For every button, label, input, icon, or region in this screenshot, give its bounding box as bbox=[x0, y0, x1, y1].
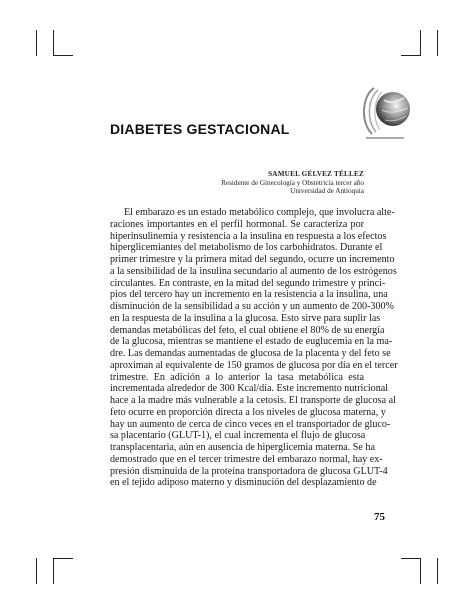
crop-mark-top-left-v2 bbox=[53, 30, 54, 56]
body-line: hay un aumento de cerca de cinco veces en el transportador de gluco- bbox=[110, 418, 391, 430]
crop-mark-bottom-left-v2 bbox=[53, 558, 54, 584]
crop-mark-top-left-h bbox=[53, 55, 73, 56]
crop-mark-top-right-h bbox=[401, 55, 421, 56]
body-line: disminución de la sensibilidad a su acción y un aumento de 200-300% bbox=[110, 301, 394, 312]
crop-mark-top-right-v2 bbox=[437, 30, 438, 56]
crop-mark-bottom-left-h bbox=[53, 558, 73, 559]
body-line: en el tejido adiposo materno y disminución del desplazamiento de bbox=[110, 477, 377, 489]
body-line: primer trimestre y la primera mitad del segundo, ocurre un incremento bbox=[110, 254, 395, 265]
body-line: feto ocurre en proporción directa a los niveles de glucosa materna, y bbox=[110, 406, 386, 418]
body-line: demandas metabólicas del feto, el cual obtiene el 80% de su energía bbox=[110, 324, 385, 336]
author-role: Residente de Ginecología y Obstetricia tercer año bbox=[221, 178, 364, 187]
page-number: 75 bbox=[374, 511, 385, 523]
body-line: de la glucosa, mientras se mantiene el estado de euglucemia en la ma- bbox=[110, 336, 393, 348]
author-block bbox=[221, 170, 364, 196]
body-line: hiperglicemiantes del metabolismo de los carbohidratos. Durante el bbox=[110, 242, 383, 254]
body-line: hiperinsulinemia y resistencia a la insulina en respuesta a los efectos bbox=[110, 230, 387, 242]
body-line: circulantes. En contraste, en la mitad del segundo trimestre y princi- bbox=[110, 277, 386, 289]
body-line: presión disminuida de la proteína transportadora de glucosa GLUT-4 bbox=[110, 465, 388, 477]
body-line: trimestre. En adición a lo anterior la tasa metabólica esta bbox=[110, 371, 364, 383]
crop-mark-bottom-right-v2 bbox=[437, 558, 438, 584]
crop-mark-top-right-v1 bbox=[420, 30, 421, 56]
body-line: a la sensibilidad de la insulina secundario al aumento de los estrógenos bbox=[110, 265, 397, 277]
body-line: demostrado que en el tercer trimestre del embarazo normal, hay ex- bbox=[110, 453, 383, 465]
crop-mark-bottom-left-v1 bbox=[36, 558, 37, 584]
author-affiliation: Universidad de Antioquia bbox=[290, 187, 364, 196]
section-emblem-icon bbox=[360, 82, 412, 140]
body-line: pios del tercero hay un incremento en la resistencia a la insulina, una bbox=[110, 289, 388, 301]
body-line: incrementada alrededor de 300 Kcal/día. Este incremento nutricional bbox=[110, 383, 389, 395]
crop-mark-top-left-v1 bbox=[36, 30, 37, 56]
body-line: transplacentaria, aún en ausencia de hiperglicemia materna. Se ha bbox=[110, 442, 375, 453]
body-line: sa placentario (GLUT-1), el cual incrementa el flujo de glucosa bbox=[110, 430, 366, 442]
crop-mark-bottom-right-h bbox=[401, 558, 421, 559]
body-line: dre. Las demandas aumentadas de glucosa de la placenta y del feto se bbox=[110, 348, 391, 359]
body-text bbox=[110, 207, 398, 489]
body-line: en la respuesta de la insulina a la glucosa. Esto sirve para suplir las bbox=[110, 312, 381, 324]
author-name: SAMUEL GÉLVEZ TÉLLEZ bbox=[268, 170, 364, 178]
body-line: aproximan al equivalente de 150 gramos de glucosa por día en el tercer bbox=[110, 359, 398, 371]
body-line: raciones importantes en el perfil hormonal. Se caracteriza por bbox=[110, 218, 364, 230]
body-line: El embarazo es un estado metabólico complejo, que involucra alte- bbox=[124, 207, 395, 218]
body-line: hace a la madre más vulnerable a la cetosis. El transporte de glucosa al bbox=[110, 395, 396, 406]
document-title: DIABETES GESTACIONAL bbox=[110, 121, 290, 137]
crop-mark-bottom-right-v1 bbox=[420, 558, 421, 584]
